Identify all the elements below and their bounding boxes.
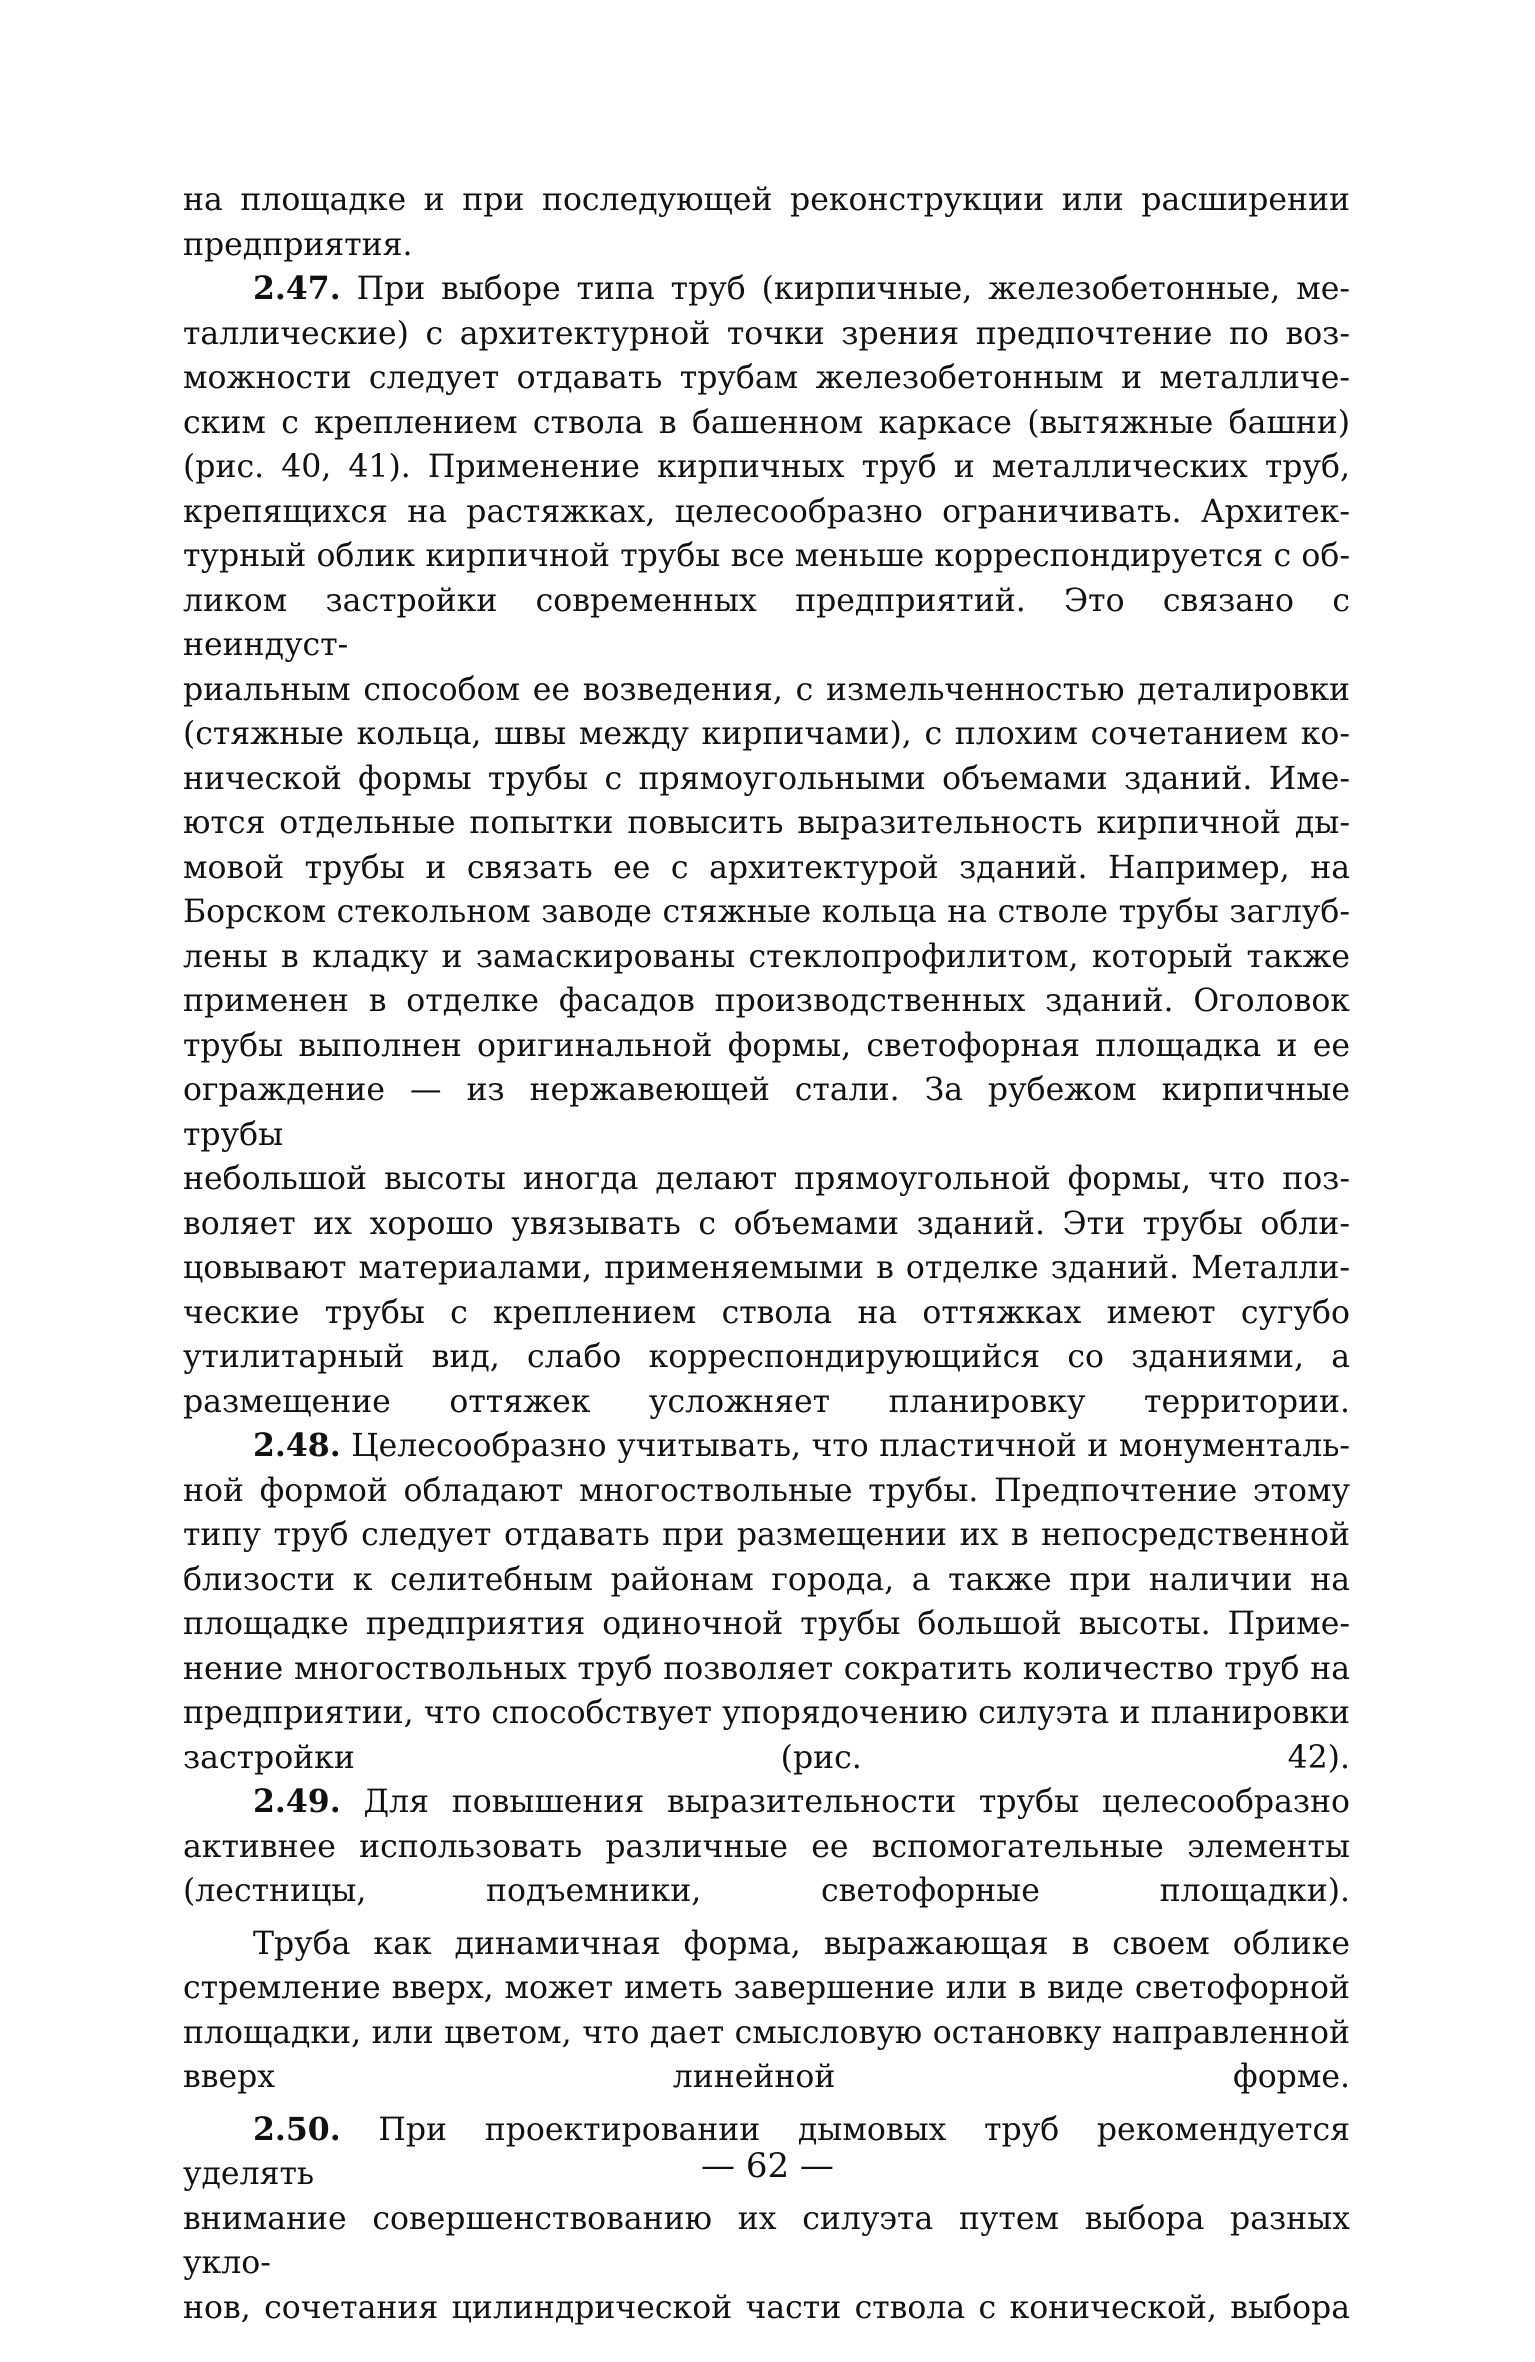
page-number: — 62 —: [701, 2146, 834, 2186]
section-number: 2.47.: [253, 270, 341, 307]
section-number: 2.49.: [253, 1783, 341, 1820]
paragraph-pipe-form: Труба как динамичная форма, выражающая в своем облике стремление вверх, может иметь завершение или в виде светофорной площадки, или цветом, что дает смысловую остановку направленной вверх линейной форме.: [183, 1925, 1350, 2095]
section-number: 2.50.: [253, 2110, 341, 2148]
paragraph-2-47: 2.47. При выборе типа труб (кирпичные, железобетонные, ме- таллические) с архитектурной точки зрения предпочтение по воз- можности следует отдавать трубам железобетонным и металличе- ским с креплением ствола в башенном каркасе (вытяжные башни) (рис. 40, 41). Применение кирпичных труб и металлических труб, крепящихся на растяжках, целесообразно ограничивать. Архитек- турный облик кирпичной трубы все меньше корреспондируется с об- ликом застройки современных предприятий. Это связано с неиндуст- риальным способом ее возведения, с измельченностью деталировки (стяжные кольца, швы между кирпичами), с плохим сочетанием ко- нической формы трубы с прямоугольными объемами зданий. Име- ются отдельные попытки повысить выразительность кирпичной ды- мовой трубы и связать ее с архитектурой зданий. Например, на Борском стекольном заводе стяжные кольца на стволе трубы заглуб- лены в кладку и замаскированы стеклопрофилитом, который также применен в отделке фасадов производственных зданий. Оголовок трубы выполнен оригинальной формы, светофорная площадка и ее ограждение — из нержавеющей стали. За рубежом кирпичные трубы небольшой высоты иногда делают прямоугольной формы, что поз- воляет их хорошо увязывать с объемами зданий. Эти трубы обли- цовывают материалами, применяемыми в отделке зданий. Металли- ческие трубы с креплением ствола на оттяжках имеют сугубо утилитарный вид, слабо корреспондирующийся со зданиями, а размещение оттяжек усложняет планировку территории.: [183, 270, 1351, 1420]
paragraph-continuation: на площадке и при последующей реконструкции или расширении предприятия.: [183, 182, 1350, 263]
paragraph-2-50: 2.50. При проектировании дымовых труб рекомендуется уделять внимание совершенствованию их силуэта путем выбора разных укло- нов, сочетания цилиндрической части ствола с конической, выбора: [183, 2110, 1350, 2326]
page-body: [183, 178, 1350, 2330]
section-number: 2.48.: [253, 1427, 341, 1464]
paragraph-2-48: 2.48. Целесообразно учитывать, что пластичной и монументаль- ной формой обладают многоствольные трубы. Предпочтение этому типу труб следует отдавать при размещении их в непосредственной близости к селитебным районам города, а также при наличии на площадке предприятия одиночной трубы большой высоты. Приме- нение многоствольных труб позволяет сократить количество труб на предприятии, что способствует упорядочению силуэта и планировки застройки (рис. 42).: [183, 1427, 1350, 1776]
paragraph-2-49: 2.49. Для повышения выразительности трубы целесообразно активнее использовать различные ее вспомогательные элементы (лестницы, подъемники, светофорные площадки).: [183, 1783, 1351, 1909]
